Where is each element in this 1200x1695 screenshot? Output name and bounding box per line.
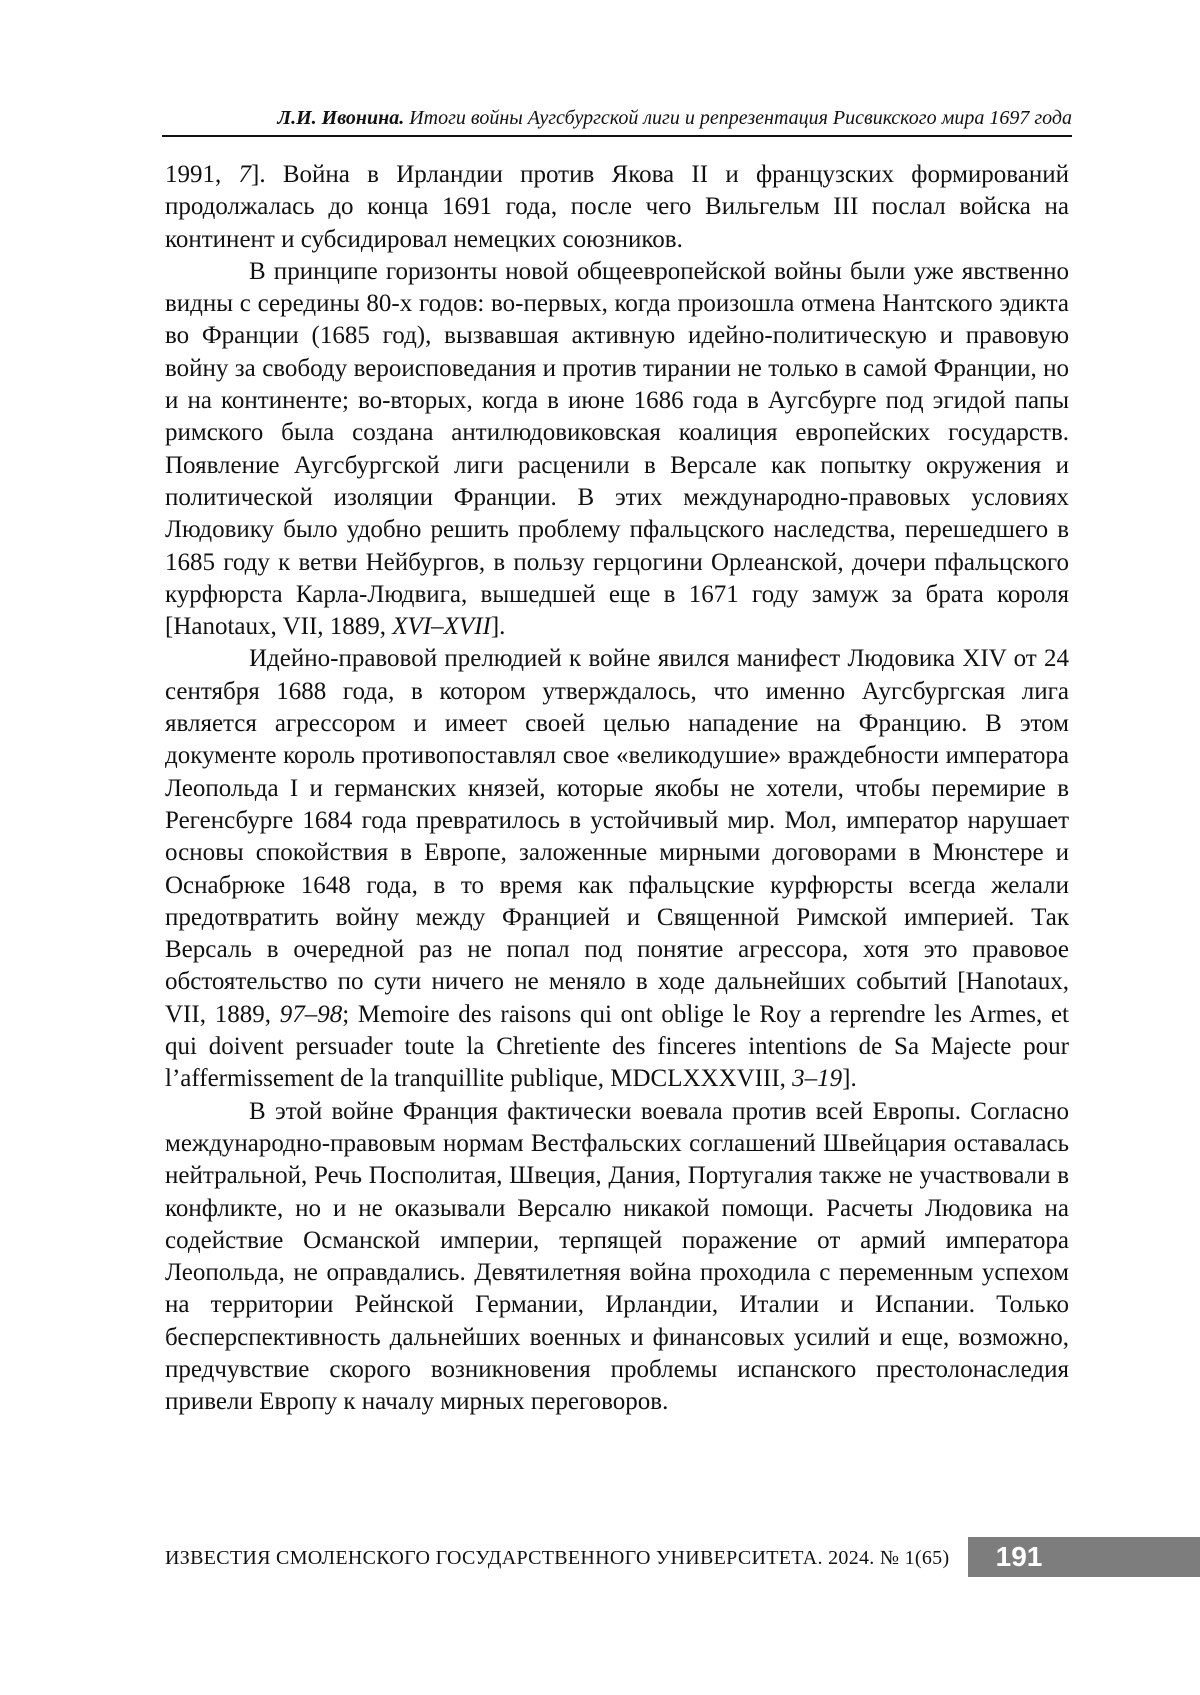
- body-paragraph: [165, 1096, 1069, 1419]
- paragraph-text: ; Memoire des raisons qui ont oblige le Roy a reprendre les Armes, et qui doivent persuader toute la Chretiente des finceres intentions de Sa Majecte pour l’affermissement de la tranquillite publique, MDCLXXXVIII,: [165, 1000, 1069, 1093]
- footer-journal-title: ИЗВЕСТИЯ СМОЛЕНСКОГО ГОСУДАРСТВЕННОГО УНИВЕРСИТЕТА. 2024. № 1(65): [165, 1547, 950, 1569]
- header-author: Л.И. Ивонина.: [277, 107, 405, 129]
- body-paragraph: [165, 159, 1069, 256]
- body-paragraph: [165, 256, 1069, 644]
- paragraph-text: В этой войне Франция фактически воевала против всей Европы. Согласно международно-правовым нормам Вестфальских соглашений Швейцария оставалась нейтральной, Речь Посполитая, Швеция, Дания, Португалия также не участвовали в конфликте, но и не оказывали Версалю никакой помощи. Расчеты Людовика на содействие Османской империи, терпящей поражение от армий императора Леопольда, не оправдались. Девятилетняя война проходила с переменным успехом на территории Рейнской Германии, Ирландии, Италии и Испании. Только бесперспективность дальнейших военных и финансовых усилий и еще, возможно, предчувствие скорого возникновения проблемы испанского престолонаследия привели Европу к началу мирных переговоров.: [165, 1097, 1069, 1416]
- paragraph-text: ].: [842, 1065, 857, 1093]
- paragraph-text: Идейно-правовой прелюдией к войне явился манифест Людовика XIV от 24 сентября 1688 года, в котором утверждалось, что именно Аугсбургская лига является агрессором и имеет своей целью нападение на Францию. В этом документе король противопоставлял свое «великодушие» враждебности императора Леопольда I и германских князей, которые якобы не хотели, чтобы перемирие в Регенсбурге 1684 года превратилось в устойчивый мир. Мол, император нарушает основы спокойствия в Европе, заложенные мирными договорами в Мюнстере и Оснабрюке 1648 года, в то время как пфальцские курфюрсты всегда желали предотвратить войну между Францией и Священной Римской империей. Так Версаль в очередной раз не попал под понятие агрессора, хотя это правовое обстоятельство по сути ничего не меняло в ходе дальнейших событий [Hanotaux, VII, 1889,: [165, 645, 1069, 1028]
- italic-reference: 7: [238, 161, 252, 188]
- header-article-title: Итоги войны Аугсбургской лиги и репрезентация Рисвикского мира 1697 года: [404, 107, 1072, 129]
- italic-reference: 97–98: [279, 1000, 343, 1028]
- paragraph-text: 1991,: [165, 161, 239, 188]
- paragraph-text: ].: [490, 613, 506, 641]
- page-number-tab: [968, 1537, 1200, 1577]
- running-header: [162, 104, 1072, 137]
- paragraph-text: В принципе горизонты новой общеевропейской войны были уже явственно видны с середины 80-х годов: во-первых, когда произошла отмена Нантского эдикта во Франции (1685 год), вызвавшая активную идейно-политическую и правовую войну за свободу вероисповедания и против тирании не только в самой Франции, но и на континенте; во-вторых, когда в июне 1686 года в Аугсбурге под эгидой папы римского была создана антилюдовиковская коалиция европейских государств. Появление Аугсбургской лиги расценили в Версале как попытку окружения и политической изоляции Франции. В этих международно-правовых условиях Людовику было удобно решить проблему пфальцского наследства, перешедшего в 1685 году к ветви Нейбургов, в пользу герцогини Орлеанской, дочери пфальцского курфюрста Карла-Людвига, вышедшей еще в 1671 году замуж за брата короля [Hanotaux, VII, 1889,: [165, 257, 1069, 641]
- italic-reference: XVI–XVII: [392, 613, 491, 641]
- page-number: 191: [995, 1541, 1043, 1572]
- body-paragraph: [165, 643, 1069, 1095]
- paragraph-text: ]. Война в Ирландии против Якова II и французских формирований продолжалась до конца 1691 года, после чего Вильгельм III послал войска на континент и субсидировал немецких союзников.: [165, 161, 1069, 253]
- italic-reference: 3–19: [792, 1065, 843, 1093]
- article-body: [165, 159, 1069, 1419]
